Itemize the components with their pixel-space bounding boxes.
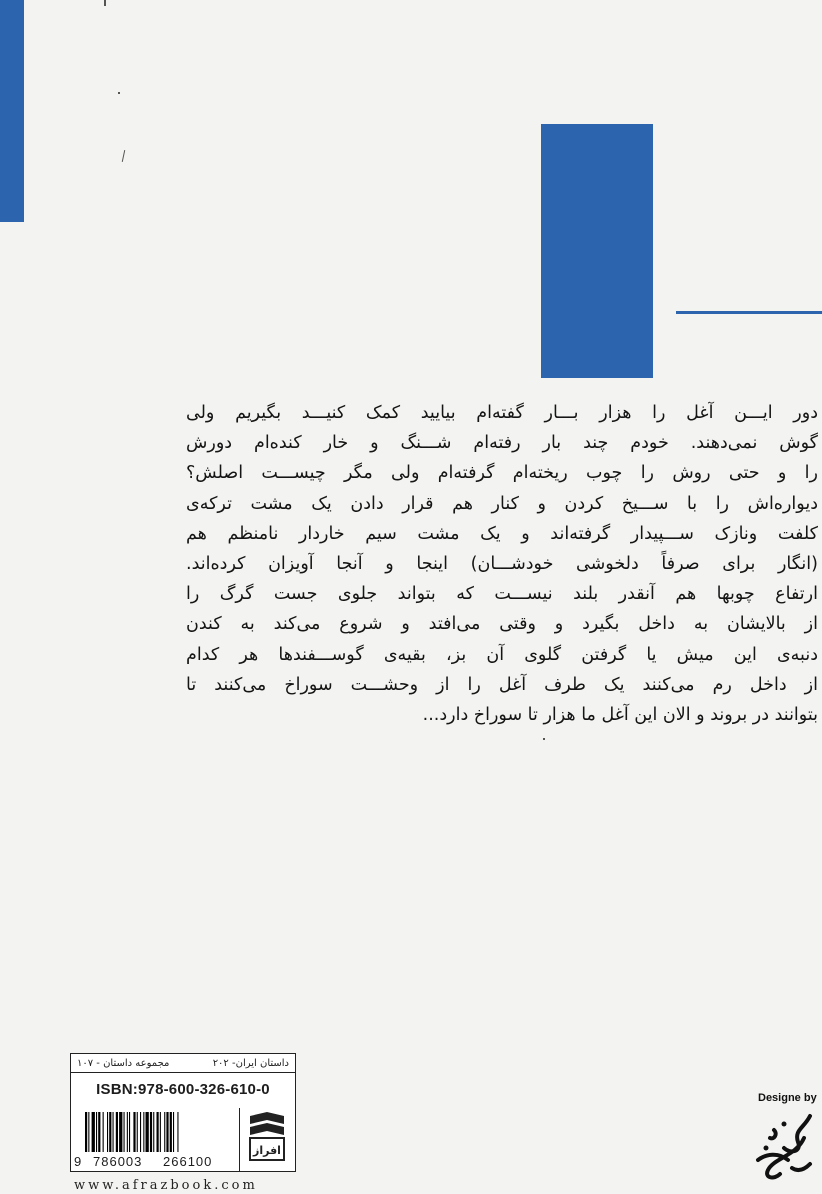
blue-accent-line: [676, 311, 822, 314]
blurb-line: (انگار برای صرفاً دلخوشی خودشـــان) اینجا و آنجا آویزان کرده‌اند.: [186, 554, 818, 575]
blurb-line: دنبه‌ی این میش یا گرفتن گلوی آن بز، بقیه‌ی گوســـفندها هر کدام: [186, 644, 818, 665]
blurb-line: دور ایـــن آغل را هزار بـــار گفته‌ام بیایید کمک کنیـــد بگیریم ولی: [186, 403, 818, 423]
designer-signature-icon: [744, 1108, 820, 1186]
barcode-group-1: 786003: [93, 1154, 143, 1169]
isbn-number: ISBN:978-600-326-610-0: [96, 1081, 270, 1098]
back-cover-blurb: [186, 398, 818, 730]
print-speck: [104, 0, 106, 6]
blue-accent-block: [541, 124, 653, 378]
publisher-logo: [240, 1108, 296, 1172]
print-speck: [118, 92, 120, 94]
blurb-line: گوش نمی‌دهند. خودم چند بار رفته‌ام شـــنگ و خار کنده‌ام دورش: [186, 433, 818, 454]
barcode: [70, 1108, 240, 1172]
category-story-collection: مجموعه داستان - ۱۰۷: [77, 1057, 170, 1069]
left-accent-bar: [0, 0, 24, 222]
blurb-line: از بالایشان به داخل بگیرد و وقتی می‌افتد و شروع می‌کند به کندن: [186, 614, 818, 635]
barcode-bars: [85, 1112, 235, 1152]
logo-text: افراز: [253, 1144, 281, 1157]
category-row: [71, 1054, 295, 1073]
blurb-line: را و حتی روش را چوب ریخته‌ام گرفته‌ام ولی مگر چیســـت اصلش؟: [186, 463, 818, 484]
blurb-line: کلفت ونازک ســـپیدار گرفته‌اند و یک مشت سیم خاردار نامنظم هم: [186, 523, 818, 544]
blurb-line: ارتفاع چوبها هم آنقدر بلند نیســـت که بتواند جلوی جست گرگ را: [186, 584, 818, 605]
barcode-group-2: 266100: [163, 1154, 213, 1169]
blurb-line: بتوانند در بروند و الان این آغل ما هزار تا سوراخ دارد...: [422, 705, 818, 726]
barcode-lead-digit: 9: [74, 1154, 83, 1169]
book-info-box: [70, 1053, 296, 1109]
blurb-line: دیواره‌اش را با ســـیخ کردن و کنار هم قرار دادن یک مشت ترکه‌ی: [186, 493, 818, 514]
afraz-publisher-logo-icon: [240, 1108, 294, 1170]
category-iran-story: داستان ایران- ۲۰۲: [212, 1057, 289, 1069]
publisher-website: www.afrazbook.com: [74, 1178, 258, 1193]
print-speck: [122, 150, 125, 162]
blurb-line: از داخل رم می‌کنند یک طرف آغل را از وحشـــت سوراخ می‌کنند تا: [186, 674, 818, 695]
print-speck: [543, 738, 545, 740]
designer-label: Designe by: [758, 1092, 817, 1104]
